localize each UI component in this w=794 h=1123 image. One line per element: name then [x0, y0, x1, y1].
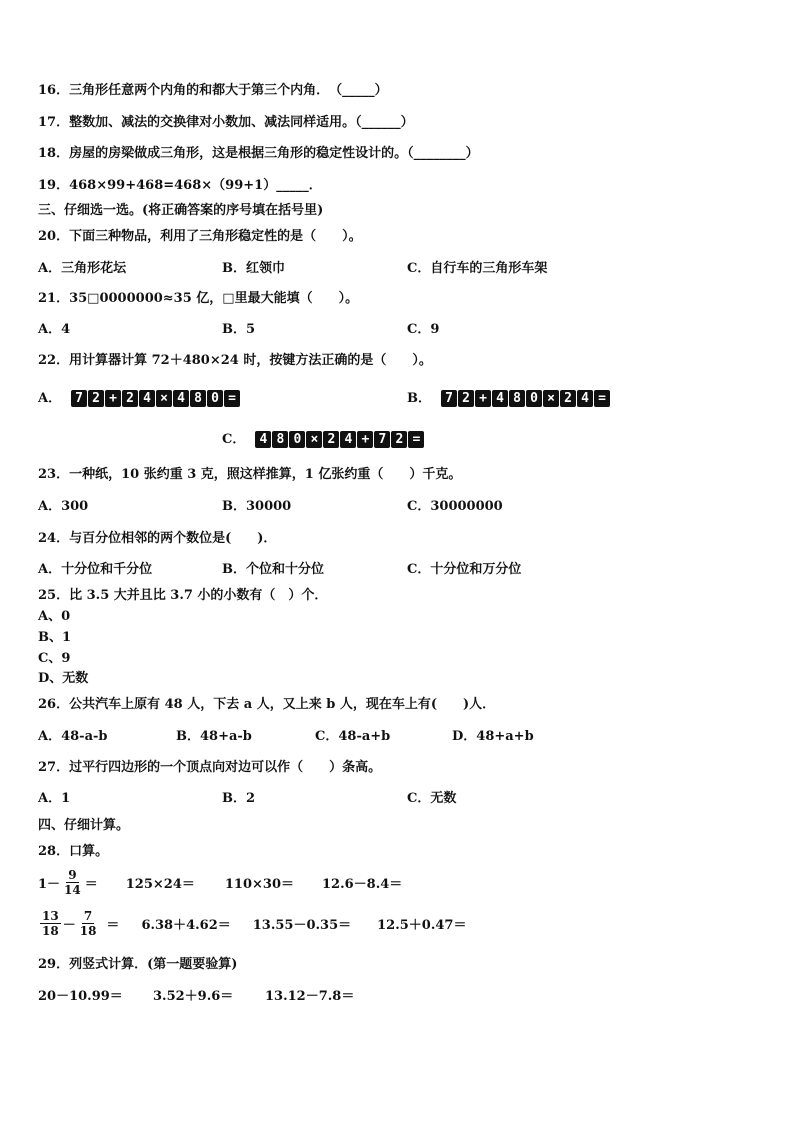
q26-option-a: A．48-a-b: [38, 729, 108, 744]
q24-option-a: A．十分位和千分位: [38, 562, 153, 577]
q22-option-b-keys: [441, 390, 610, 407]
calculator-key: 8: [509, 390, 525, 407]
q28-row-1: [38, 868, 402, 897]
q23-option-c: C．30000000: [407, 499, 503, 514]
q25-option-a: A、0: [38, 609, 71, 624]
q22-option-c-label: C．: [222, 432, 246, 447]
calculator-key: 4: [255, 431, 271, 448]
calculator-key: 2: [458, 390, 474, 407]
calculator-key: 0: [207, 390, 223, 407]
calculator-key: 7: [71, 390, 87, 407]
question-24-stem: 24．与百分位相邻的两个数位是( )．: [38, 531, 277, 546]
question-27-stem: 27．过平行四边形的一个顶点向对边可以作（ ）条高。: [38, 760, 382, 775]
question-26-stem: 26．公共汽车上原有 48 人，下去 a 人，又上来 b 人，现在车上有( )人．: [38, 697, 496, 712]
calculator-key: 8: [272, 431, 288, 448]
calculator-key: 0: [289, 431, 305, 448]
q28-r1-prefix: 1－: [38, 877, 61, 892]
q28-r2-denominator-2: 18: [79, 924, 97, 938]
q27-option-c: C．无数: [407, 791, 457, 806]
q23-option-b: B．30000: [222, 499, 292, 514]
question-22-stem: 22．用计算器计算 72＋480×24 时，按键方法正确的是（ ）。: [38, 353, 432, 368]
section-3-heading: 三、仔细选一选。(将正确答案的序号填在括号里): [38, 203, 324, 218]
q25-option-d: D、无数: [38, 671, 89, 686]
q20-option-b: B．红领巾: [222, 261, 285, 276]
calculator-key: 0: [526, 390, 542, 407]
question-25-stem: 25．比 3.5 大并且比 3.7 小的小数有（ ）个．: [38, 588, 328, 603]
calculator-key: 2: [323, 431, 339, 448]
calculator-key: ×: [156, 390, 172, 407]
q21-option-c: C．9: [407, 322, 440, 337]
q28-r2-item-3: 12.5＋0.47＝: [377, 918, 467, 933]
q22-option-c-keys: [255, 431, 424, 448]
q28-row-2: [38, 909, 466, 938]
q28-r1-numerator: 9: [68, 868, 77, 882]
calculator-key: 4: [492, 390, 508, 407]
calculator-key: =: [224, 390, 240, 407]
calculator-key: ×: [306, 431, 322, 448]
question-21-stem: 21．35□0000000≈35 亿，□里最大能填（ ）。: [38, 291, 359, 306]
q25-option-c: C、9: [38, 651, 71, 666]
q27-option-a: A．1: [38, 791, 71, 806]
question-19: 19．468×99+468=468×（99+1）_____．: [38, 178, 322, 193]
question-18: 18．房屋的房梁做成三角形，这是根据三角形的稳定性设计的。（________）: [38, 146, 479, 161]
q25-option-b: B、1: [38, 630, 72, 645]
q22-option-a-label: A．: [38, 391, 62, 406]
q22-option-c: [222, 431, 424, 448]
q28-r1-equals: ＝: [84, 877, 98, 892]
calculator-key: 2: [560, 390, 576, 407]
question-20-stem: 20．下面三种物品，利用了三角形稳定性的是（ ）。: [38, 229, 362, 244]
calculator-key: 2: [122, 390, 138, 407]
question-29-stem: 29．列竖式计算．(第一题要验算): [38, 957, 238, 972]
q28-r1-denominator: 14: [64, 883, 81, 897]
q26-option-b: B．48+a-b: [176, 729, 252, 744]
q28-r1-item-2: 110×30＝: [224, 877, 295, 892]
q28-r1-item-3: 12.6－8.4＝: [322, 877, 403, 892]
q28-r2-denominator-1: 18: [42, 924, 59, 938]
q22-option-b: [407, 390, 610, 407]
q28-r2-equals: ＝: [106, 918, 120, 933]
q21-option-a: A．4: [38, 322, 71, 337]
q27-option-b: B．2: [222, 791, 256, 806]
q28-r2-numerator-2: 7: [83, 909, 93, 923]
q20-option-c: C．自行车的三角形车架: [407, 261, 548, 276]
section-4-heading: 四、仔细计算。: [38, 818, 130, 833]
calculator-key: 2: [88, 390, 104, 407]
q20-option-a: A．三角形花坛: [38, 261, 127, 276]
calculator-key: +: [357, 431, 373, 448]
calculator-key: 4: [139, 390, 155, 407]
q28-r2-item-1: 6.38＋4.62＝: [141, 918, 231, 933]
q21-option-b: B．5: [222, 322, 256, 337]
q28-r2-numerator-1: 13: [42, 909, 59, 923]
q28-r2-minus: －: [62, 918, 76, 933]
question-23-stem: 23．一种纸，10 张约重 3 克，照这样推算，1 亿张约重（ ）千克。: [38, 467, 462, 482]
q28-r2-fraction-2: [78, 909, 99, 938]
question-16: 16．三角形任意两个内角的和都大于第三个内角． （_____）: [38, 83, 388, 98]
calculator-key: 2: [391, 431, 407, 448]
calculator-key: 8: [190, 390, 206, 407]
q29-item-2: 3.52＋9.6＝: [153, 989, 234, 1004]
q28-r2-item-2: 13.55－0.35＝: [252, 918, 352, 933]
q28-r2-fraction-1: [40, 909, 61, 938]
q22-option-a-keys: [71, 390, 240, 407]
q26-option-d: D．48+a+b: [452, 729, 534, 744]
q24-option-b: B．个位和十分位: [222, 562, 324, 577]
calculator-key: =: [594, 390, 610, 407]
q29-item-1: 20－10.99＝: [38, 989, 123, 1004]
calculator-key: =: [408, 431, 424, 448]
q28-r1-fraction: [62, 868, 83, 897]
calculator-key: 4: [173, 390, 189, 407]
question-17: 17．整数加、减法的交换律对小数加、减法同样适用。（______）: [38, 115, 414, 130]
calculator-key: ×: [543, 390, 559, 407]
q22-option-b-label: B．: [407, 391, 431, 406]
q26-option-c: C．48-a+b: [315, 729, 391, 744]
q29-item-3: 13.12－7.8＝: [265, 989, 355, 1004]
q23-option-a: A．300: [38, 499, 89, 514]
q22-option-a: [38, 390, 240, 407]
q24-option-c: C．十分位和万分位: [407, 562, 522, 577]
q28-r1-item-1: 125×24＝: [125, 877, 195, 892]
calculator-key: 7: [374, 431, 390, 448]
calculator-key: +: [105, 390, 121, 407]
calculator-key: 4: [577, 390, 593, 407]
calculator-key: 7: [441, 390, 457, 407]
question-28-stem: 28．口算。: [38, 844, 109, 859]
calculator-key: 4: [340, 431, 356, 448]
calculator-key: +: [475, 390, 491, 407]
